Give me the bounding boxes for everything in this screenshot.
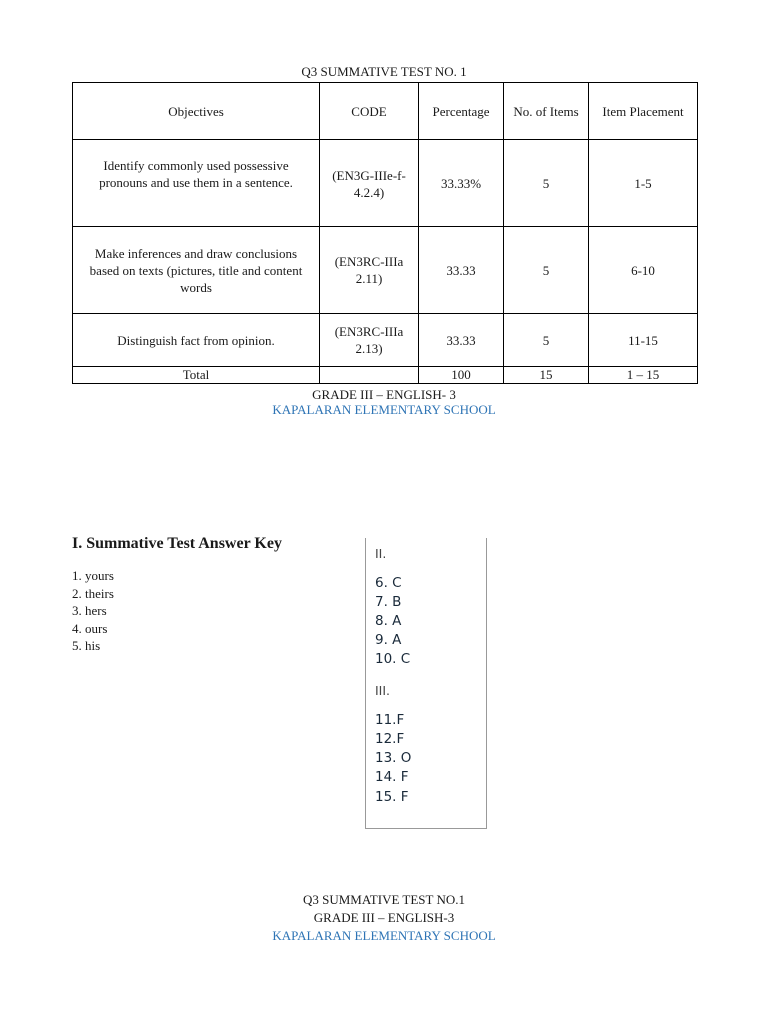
list-item: 10. C bbox=[375, 651, 411, 667]
column-header-code: CODE bbox=[320, 83, 419, 140]
list-item: 7. B bbox=[375, 594, 402, 610]
table-total-row bbox=[73, 367, 698, 384]
table-row bbox=[73, 140, 698, 227]
items-cell: 5 bbox=[504, 140, 589, 227]
table-header-row bbox=[73, 83, 698, 140]
percentage-cell: 33.33 bbox=[419, 314, 504, 367]
test-specification-table bbox=[72, 82, 698, 384]
list-item: 1. yours bbox=[72, 568, 114, 583]
percentage-cell: 33.33% bbox=[419, 140, 504, 227]
total-items: 15 bbox=[504, 367, 589, 384]
list-item: 14. F bbox=[375, 769, 409, 785]
grade-subject: GRADE III – ENGLISH- 3 bbox=[312, 387, 456, 402]
answer-key-part1-list bbox=[72, 567, 114, 655]
answer-key-box bbox=[365, 538, 487, 829]
list-item: 12.F bbox=[375, 731, 405, 747]
items-cell: 5 bbox=[504, 227, 589, 314]
bottom-test-title: Q3 SUMMATIVE TEST NO.1 bbox=[302, 892, 466, 907]
column-header-percentage: Percentage bbox=[419, 83, 504, 140]
list-item: 8. A bbox=[375, 613, 402, 629]
test-title: Q3 SUMMATIVE TEST NO. 1 bbox=[301, 64, 467, 79]
placement-cell: 1-5 bbox=[589, 140, 698, 227]
list-item: 2. theirs bbox=[72, 585, 114, 601]
objective-cell: Identify commonly used possessive pronouns and use them in a sentence. bbox=[73, 140, 320, 227]
list-item: 11.F bbox=[375, 712, 405, 728]
list-item: 6. C bbox=[375, 575, 402, 591]
total-percentage: 100 bbox=[419, 367, 504, 384]
school-name: KAPALARAN ELEMENTARY SCHOOL bbox=[272, 402, 496, 417]
answer-key-title: I. Summative Test Answer Key bbox=[72, 535, 282, 552]
objective-cell: Make inferences and draw conclusions based on texts (pictures, title and content words bbox=[73, 227, 320, 314]
list-item: 5. his bbox=[72, 638, 101, 653]
placement-cell: 6-10 bbox=[589, 227, 698, 314]
objective-cell: Distinguish fact from opinion. bbox=[73, 314, 320, 367]
column-header-placement: Item Placement bbox=[589, 83, 698, 140]
bottom-grade-subject: GRADE III – ENGLISH-3 bbox=[313, 910, 455, 925]
table-row bbox=[73, 314, 698, 367]
total-label: Total bbox=[73, 367, 320, 384]
list-item: 4. ours bbox=[72, 620, 108, 636]
bottom-school-name: KAPALARAN ELEMENTARY SCHOOL bbox=[272, 928, 496, 943]
list-item: 13. O bbox=[375, 750, 412, 766]
part2-label: II. bbox=[375, 546, 387, 561]
code-cell: (EN3RC-IIIa 2.11) bbox=[320, 227, 419, 314]
part3-label: III. bbox=[375, 683, 391, 698]
total-code bbox=[320, 367, 419, 384]
list-item: 3. hers bbox=[72, 603, 107, 618]
list-item: 9. A bbox=[375, 632, 402, 648]
items-cell: 5 bbox=[504, 314, 589, 367]
list-item: 15. F bbox=[375, 789, 409, 805]
column-header-items: No. of Items bbox=[504, 83, 589, 140]
total-placement: 1 – 15 bbox=[589, 367, 698, 384]
column-header-objectives: Objectives bbox=[73, 83, 320, 140]
table-row bbox=[73, 227, 698, 314]
percentage-cell: 33.33 bbox=[419, 227, 504, 314]
code-cell: (EN3G-IIIe-f-4.2.4) bbox=[320, 140, 419, 227]
placement-cell: 11-15 bbox=[589, 314, 698, 367]
code-cell: (EN3RC-IIIa 2.13) bbox=[320, 314, 419, 367]
